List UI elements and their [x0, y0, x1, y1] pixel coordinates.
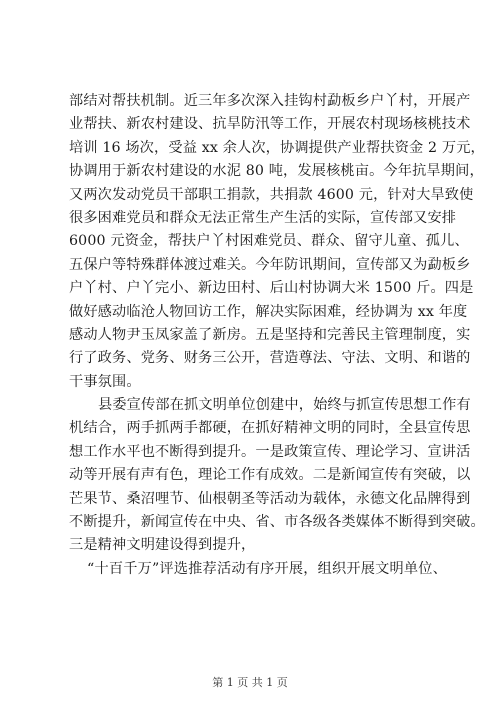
- paragraph-first-line: “十百千万”评选推荐活动有序开展，组织开展文明单位、: [87, 560, 447, 577]
- text-line: 6000 元资金，帮扶户丫村困难党员、群众、留守儿童、孤儿、: [69, 233, 469, 250]
- text-line: 想工作水平也不断得到提升。一是政策宣传、理论学习、宣讲活: [69, 443, 471, 460]
- text-line: 行了政务、党务、财务三公开，营造尊法、守法、文明、和谐的: [69, 350, 471, 367]
- text-line: 协调用于新农村建设的水泥 80 吨，发展核桃亩。今年抗旱期间，: [69, 163, 484, 180]
- text-line: 业帮扶、新农村建设、抗旱防汛等工作，开展农村现场核桃技术: [69, 116, 471, 133]
- document-body: [69, 90, 485, 581]
- text-line: 三是精神文明建设得到提升，: [69, 537, 256, 554]
- text-line: 芒果节、桑沼哩节、仙根朝圣等活动为载体，永德文化品牌得到: [69, 490, 471, 507]
- paragraph-first-line: 县委宣传部在抓文明单位创建中，始终与抓宣传思想工作有: [98, 397, 471, 414]
- text-line: 动等开展有声有色，理论工作有成效。二是新闻宣传有突破，以: [69, 467, 471, 484]
- text-line: 感动人物尹玉凤家盖了新房。五是坚持和完善民主管理制度，实: [69, 326, 471, 343]
- page-footer: 第 1 页 共 1 页: [212, 676, 288, 689]
- text-line: 干事氛围。: [69, 373, 141, 390]
- text-line: 五保户等特殊群体渡过难关。今年防讯期间，宣传部又为勐板乡: [69, 256, 471, 273]
- text-line: 不断提升，新闻宣传在中央、省、市各级各类媒体不断得到突破。: [69, 514, 485, 531]
- text-line: 做好感动临沧人物回访工作，解决实际困难，经协调为 xx 年度: [69, 303, 468, 320]
- text-line: 机结合，两手抓两手都硬，在抓好精神文明的同时，全县宣传思: [69, 420, 471, 437]
- text-line: 又两次发动党员干部职工捐款，共捐款 4600 元，针对大旱致使: [69, 186, 474, 203]
- text-line: 培训 16 场次，受益 xx 余人次，协调提供产业帮扶资金 2 万元，: [69, 139, 485, 156]
- text-line: 很多困难党员和群众无法正常生产生活的实际，宣传部又安排: [69, 209, 457, 226]
- text-line: 部结对帮扶机制。近三年多次深入挂钩村勐板乡户丫村，开展产: [69, 93, 471, 109]
- text-line: 户丫村、户丫完小、新边田村、后山村协调大米 1500 斤。四是: [69, 280, 474, 297]
